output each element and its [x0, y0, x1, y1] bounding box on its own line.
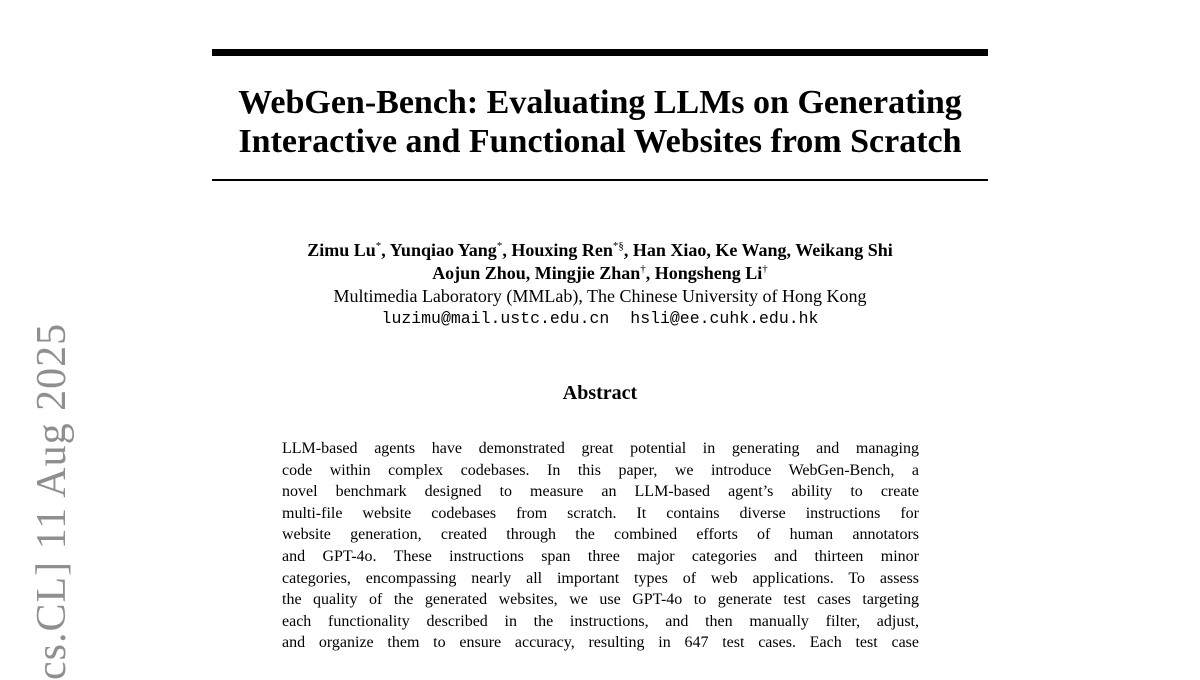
abstract-line: website generation, created through the combined efforts of human annotators	[282, 526, 919, 544]
header-rule-top	[212, 49, 988, 56]
author-line-1	[212, 238, 988, 262]
abstract-body	[282, 438, 919, 654]
author-name	[646, 263, 768, 283]
author-superscript: *§	[612, 240, 624, 252]
author-name-text: , Houxing Ren	[502, 240, 613, 260]
abstract-line: LLM-based agents have demonstrated great potential in generating and managing	[282, 440, 919, 457]
abstract-line: novel benchmark designed to measure an LLM-based agent’s ability to create	[282, 483, 919, 501]
author-superscript: †	[640, 263, 646, 275]
abstract-line: each functionality described in the instructions, and then manually filter, adjust,	[282, 612, 919, 630]
author-name	[502, 240, 624, 260]
author-name-text: , Yunqiao Yang	[381, 240, 497, 260]
author-name	[381, 240, 502, 260]
author-name	[307, 240, 381, 260]
paper-title	[212, 83, 988, 161]
email-address: hsli@ee.cuhk.edu.hk	[630, 309, 819, 328]
author-name-text: , Hongsheng Li	[645, 263, 763, 283]
abstract-line: and GPT-4o. These instructions span three major categories and thirteen minor	[282, 547, 919, 565]
abstract-line: multi-file website codebases from scratch. It contains diverse instructions for	[282, 504, 919, 522]
abstract-heading: Abstract	[562, 382, 638, 404]
paper-title-line-1: WebGen-Bench: Evaluating LLMs on Generating	[238, 84, 962, 121]
abstract-line: the quality of the generated websites, we use GPT-4o to generate test cases targeting	[282, 591, 919, 609]
author-superscript: *	[375, 240, 382, 252]
abstract-line: categories, encompassing nearly all important types of web applications. To assess	[282, 569, 919, 587]
author-emails	[212, 307, 988, 330]
author-superscript: *	[496, 240, 503, 252]
paper-title-line-2: Interactive and Functional Websites from Scratch	[238, 123, 962, 160]
author-name	[624, 240, 893, 260]
author-name-text: Zimu Lu	[307, 240, 376, 260]
author-block	[212, 238, 988, 330]
abstract-line: and organize them to ensure accuracy, resulting in 647 test cases. Each test case	[282, 634, 919, 652]
email-address: luzimu@mail.ustc.edu.cn	[381, 309, 610, 328]
affiliation: Multimedia Laboratory (MMLab), The Chinese University of Hong Kong	[333, 286, 867, 306]
author-name-text: , Han Xiao, Ke Wang, Weikang Shi	[623, 240, 893, 260]
header-rule-bottom	[212, 179, 988, 181]
arxiv-watermark: cs.CL] 11 Aug 2025	[29, 322, 75, 680]
abstract-line: code within complex codebases. In this paper, we introduce WebGen-Bench, a	[282, 461, 919, 479]
author-name	[432, 263, 646, 283]
author-line-2	[212, 262, 988, 285]
author-name-text: Aojun Zhou, Mingjie Zhan	[432, 263, 641, 283]
author-superscript: †	[762, 263, 768, 275]
